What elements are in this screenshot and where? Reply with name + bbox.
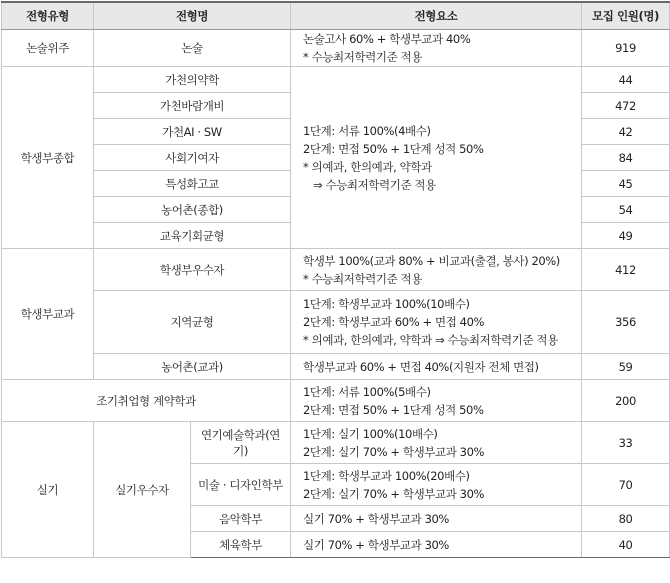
- requirements-cell: 논술고사 60% + 학생부교과 40% * 수능최저학력기준 적용: [291, 30, 582, 67]
- requirements-cell: 1단계: 실기 100%(10배수) 2단계: 실기 70% + 학생부교과 30%: [291, 422, 582, 464]
- count-cell: 40: [582, 532, 670, 558]
- name-cell: 논술: [94, 30, 291, 67]
- count-cell: 472: [582, 93, 670, 119]
- dept-cell: 음악학부: [191, 506, 291, 532]
- table-row: [2, 249, 670, 291]
- type-cell: 논술위주: [2, 30, 94, 67]
- requirements-cell: 학생부교과 60% + 면접 40%(지원자 전체 면접): [291, 354, 582, 380]
- type-cell: 학생부교과: [2, 249, 94, 380]
- name-cell: 가천바람개비: [94, 93, 291, 119]
- requirements-cell: 실기 70% + 학생부교과 30%: [291, 532, 582, 558]
- header-count: 모집 인원(명): [582, 2, 670, 30]
- dept-cell: 연기예술학과(연기): [191, 422, 291, 464]
- name-cell: 교육기회균형: [94, 223, 291, 249]
- name-cell: 조기취업형 계약학과: [2, 380, 291, 422]
- requirements-cell: 실기 70% + 학생부교과 30%: [291, 506, 582, 532]
- count-cell: 59: [582, 354, 670, 380]
- table-row: [2, 354, 670, 380]
- requirements-cell: 1단계: 학생부교과 100%(20배수) 2단계: 실기 70% + 학생부교과 30%: [291, 464, 582, 506]
- dept-cell: 체육학부: [191, 532, 291, 558]
- table-row: [2, 30, 670, 67]
- name-cell: 농어촌(교과): [94, 354, 291, 380]
- requirements-cell: 학생부 100%(교과 80% + 비교과(출결, 봉사) 20%) * 수능최저학력기준 적용: [291, 249, 582, 291]
- count-cell: 49: [582, 223, 670, 249]
- dept-cell: 미술 · 디자인학부: [191, 464, 291, 506]
- count-cell: 42: [582, 119, 670, 145]
- name-cell: 농어촌(종합): [94, 197, 291, 223]
- header-row: [2, 2, 670, 30]
- table-row: [2, 291, 670, 354]
- count-cell: 45: [582, 171, 670, 197]
- requirements-cell: 1단계: 학생부교과 100%(10배수) 2단계: 학생부교과 60% + 면접 40% * 의예과, 한의예과, 약학과 ⇒ 수능최저학력기준 적용: [291, 291, 582, 354]
- name-cell: 가천AI · SW: [94, 119, 291, 145]
- table-row: [2, 67, 670, 93]
- count-cell: 33: [582, 422, 670, 464]
- count-cell: 919: [582, 30, 670, 67]
- admission-table: [1, 1, 670, 558]
- requirements-cell: 1단계: 서류 100%(4배수) 2단계: 면접 50% + 1단계 성적 50% * 의예과, 한의예과, 약학과 ⇒ 수능최저학력기준 적용: [291, 67, 582, 249]
- count-cell: 200: [582, 380, 670, 422]
- count-cell: 84: [582, 145, 670, 171]
- name-cell: 특성화고교: [94, 171, 291, 197]
- name-cell: 가천의약학: [94, 67, 291, 93]
- header-name: 전형명: [94, 2, 291, 30]
- requirements-cell: 1단계: 서류 100%(5배수) 2단계: 면접 50% + 1단계 성적 50%: [291, 380, 582, 422]
- name-cell: 사회기여자: [94, 145, 291, 171]
- count-cell: 44: [582, 67, 670, 93]
- type-cell: 학생부종합: [2, 67, 94, 249]
- table-row: [2, 380, 670, 422]
- count-cell: 80: [582, 506, 670, 532]
- count-cell: 356: [582, 291, 670, 354]
- table-row: [2, 422, 670, 464]
- name-cell: 실기우수자: [94, 422, 191, 558]
- type-cell: 실기: [2, 422, 94, 558]
- count-cell: 70: [582, 464, 670, 506]
- name-cell: 지역균형: [94, 291, 291, 354]
- count-cell: 412: [582, 249, 670, 291]
- count-cell: 54: [582, 197, 670, 223]
- header-requirements: 전형요소: [291, 2, 582, 30]
- header-type: 전형유형: [2, 2, 94, 30]
- name-cell: 학생부우수자: [94, 249, 291, 291]
